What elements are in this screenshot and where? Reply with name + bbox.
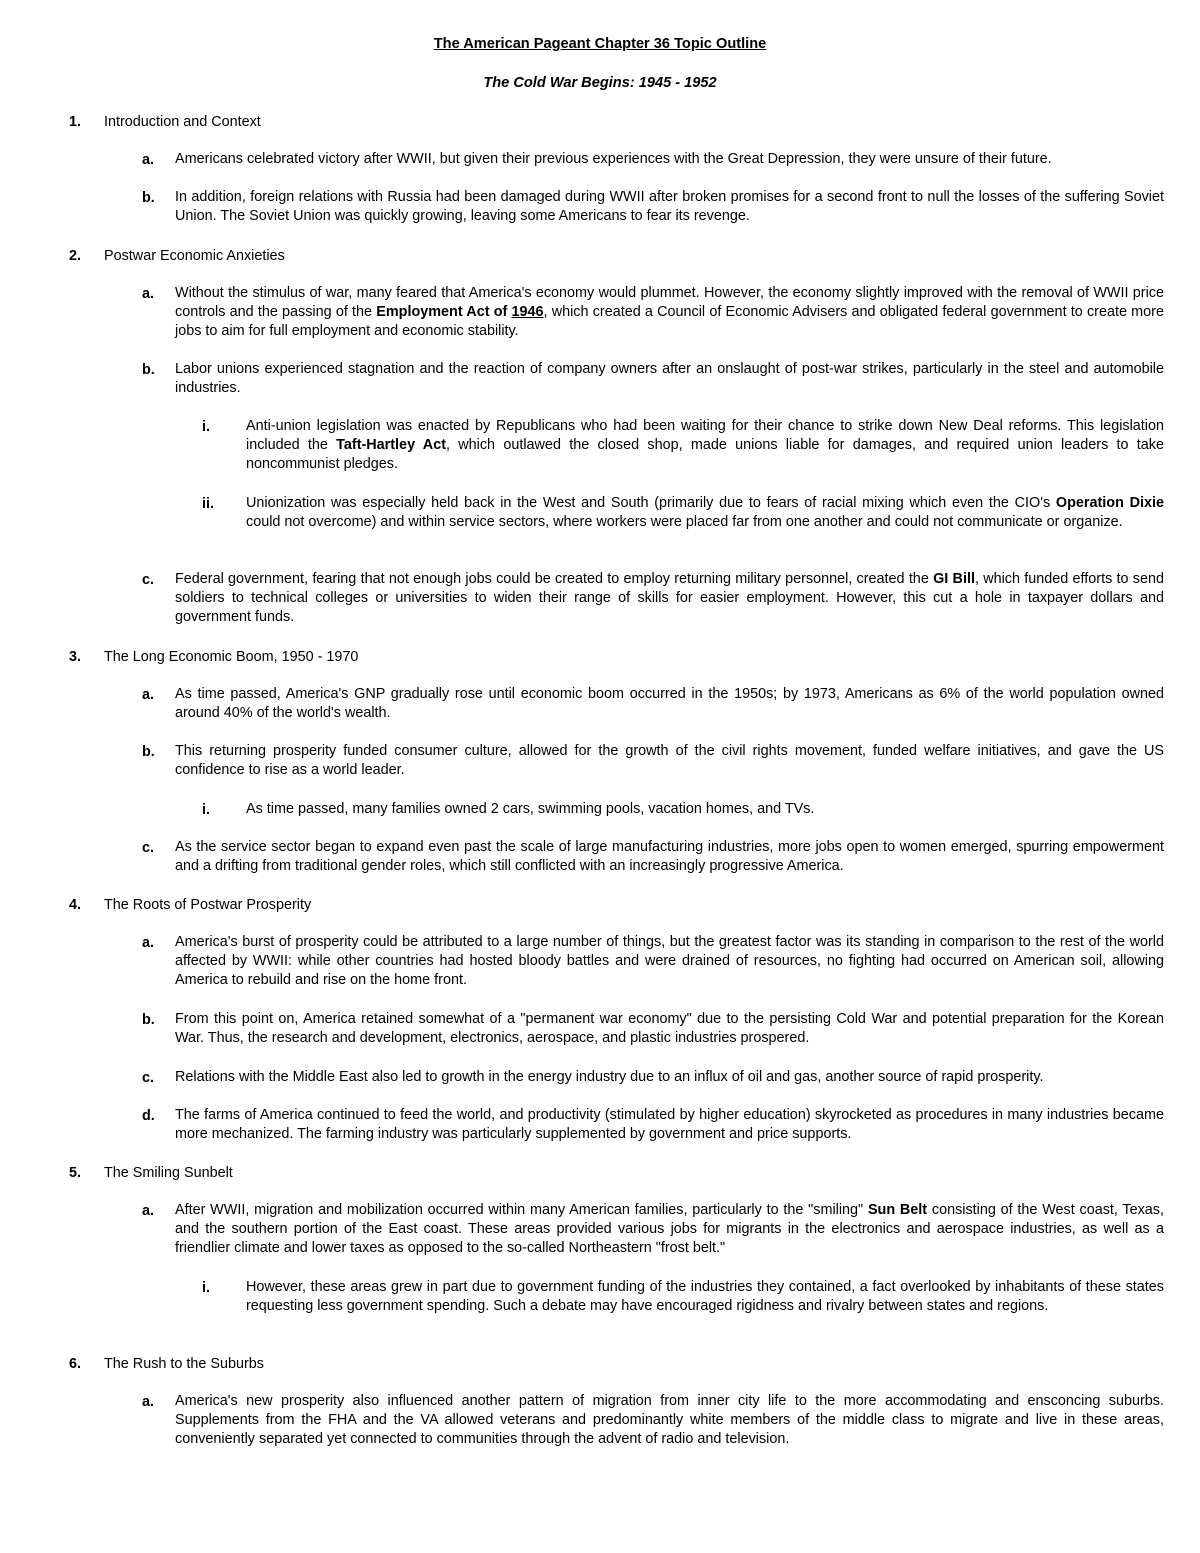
section-3-item-a-text: As time passed, America's GNP gradually rose until economic boom occurred in the 1950s; by 1973, Americans as 6% of the world population owned around 40% of the world's wealth. bbox=[175, 686, 1164, 721]
section-2-item-c-label: c. bbox=[142, 572, 155, 588]
section-4-title: The Roots of Postwar Prosperity bbox=[104, 897, 312, 913]
section-2-item-a-text: Without the stimulus of war, many feared that America's economy would plummet. However, the economy slightly improved with the removal of WWII price controls and the passing of the Employment Act of 1946, which created a Council of Economic Advisers and obligated federal government to create more jobs to aim for full employment and economic stability. bbox=[175, 285, 1164, 339]
section-2-item-b-sub-ii-label: ii. bbox=[202, 496, 214, 512]
section-3-title: The Long Economic Boom, 1950 - 1970 bbox=[104, 649, 359, 665]
section-3-item-b-sub-i-text: As time passed, many families owned 2 cars, swimming pools, vacation homes, and TVs. bbox=[246, 801, 815, 817]
taft-hartley-term: Taft-Hartley Act bbox=[336, 437, 446, 453]
section-3-item-c-text: As the service sector began to expand even past the scale of large manufacturing industries, more jobs open to women emerged, spurring empowerment and a drifting from traditional gender roles, which still conflicted with an increasingly progressive America. bbox=[175, 839, 1164, 874]
section-4-item-b-label: b. bbox=[142, 1012, 155, 1028]
section-6-item-a-text: America's new prosperity also influenced another pattern of migration from inner city life to the more accommodating and ensconcing suburbs. Supplements from the FHA and the VA allowed veterans and predominantly white members of the middle class to migrate and live in these areas, conveniently separated yet connected to communities through the advent of radio and television. bbox=[175, 1393, 1164, 1447]
section-5-number: 5. bbox=[69, 1165, 82, 1181]
section-3-item-c-label: c. bbox=[142, 840, 155, 856]
section-1-number: 1. bbox=[69, 114, 82, 130]
section-5-item-a-label: a. bbox=[142, 1203, 155, 1219]
section-4-item-c-label: c. bbox=[142, 1070, 155, 1086]
section-3-item-b-text: This returning prosperity funded consumer culture, allowed for the growth of the civil rights movement, funded welfare initiatives, and gave the US confidence to rise as a world leader. bbox=[175, 743, 1164, 778]
section-6-number: 6. bbox=[69, 1356, 82, 1372]
section-5-item-a-text: After WWII, migration and mobilization occurred within many American families, particularly to the "smiling" Sun Belt consisting of the West coast, Texas, and the southern portion of the East coast. These areas provided various jobs for migrants in the electronics and aerospace industries, as well as a friendlier climate and lower taxes as opposed to the so-called Northeastern "frost belt." bbox=[175, 1202, 1164, 1256]
section-3-number: 3. bbox=[69, 649, 82, 665]
section-1-item-a-text: Americans celebrated victory after WWII, but given their previous experiences with the Great Depression, they were unsure of their future. bbox=[175, 151, 1052, 167]
section-2-item-b-text: Labor unions experienced stagnation and the reaction of company owners after an onslaught of post-war strikes, particularly in the steel and automobile industries. bbox=[175, 361, 1164, 396]
section-1-title: Introduction and Context bbox=[104, 114, 261, 130]
section-6-item-a-label: a. bbox=[142, 1394, 155, 1410]
section-5-item-a-sub-i-text: However, these areas grew in part due to government funding of the industries they contained, a fact overlooked by inhabitants of these states requesting less government spending. Such a debate may have encouraged rigidness and rivalry between states and regions. bbox=[246, 1279, 1164, 1314]
section-3-item-b-label: b. bbox=[142, 744, 155, 760]
section-5-item-a-sub-i-label: i. bbox=[202, 1280, 210, 1296]
sun-belt-term: Sun Belt bbox=[867, 1202, 928, 1218]
section-3-item-b-sub-i-label: i. bbox=[202, 802, 210, 818]
section-2-number: 2. bbox=[69, 248, 82, 264]
employment-act-term: Employment Act of bbox=[376, 304, 512, 320]
section-1-item-b-label: b. bbox=[142, 190, 155, 206]
section-2-item-a-label: a. bbox=[142, 286, 155, 302]
section-4-item-d-label: d. bbox=[142, 1108, 155, 1124]
section-4-item-c-text: Relations with the Middle East also led to growth in the energy industry due to an influx of oil and gas, another source of rapid prosperity. bbox=[175, 1069, 1044, 1085]
operation-dixie-term: Operation Dixie bbox=[1055, 495, 1164, 511]
section-4-item-d-text: The farms of America continued to feed the world, and productivity (stimulated by higher education) skyrocketed as procedures in many industries became more mechanized. The farming industry was particularly supplemented by government and price supports. bbox=[175, 1107, 1164, 1142]
section-1-item-a-label: a. bbox=[142, 152, 155, 168]
section-4-item-a-label: a. bbox=[142, 935, 155, 951]
section-2-item-b-label: b. bbox=[142, 362, 155, 378]
employment-act-year: 1946 bbox=[511, 304, 544, 320]
section-4-item-a-text: America's burst of prosperity could be attributed to a large number of things, but the greatest factor was its standing in comparison to the rest of the world affected by WWII: while other countries had hosted bloody battles and were drained of resources, no fighting had occurred on American soil, allowing America to rebuild and rise on the home front. bbox=[175, 934, 1164, 988]
section-3-item-a-label: a. bbox=[142, 687, 155, 703]
section-2-title: Postwar Economic Anxieties bbox=[104, 248, 285, 264]
section-2-item-b-sub-i-text: Anti-union legislation was enacted by Republicans who had been waiting for their chance to strike down New Deal reforms. This legislation included the Taft-Hartley Act, which outlawed the closed shop, made unions liable for damages, and required union leaders to take noncommunist pledges. bbox=[246, 418, 1165, 472]
document-title: The American Pageant Chapter 36 Topic Outline bbox=[433, 36, 767, 52]
section-4-item-b-text: From this point on, America retained somewhat of a "permanent war economy" due to the persisting Cold War and potential preparation for the Korean War. Thus, the research and development, electronics, aerospace, and plastic industries prospered. bbox=[175, 1011, 1164, 1046]
section-5-title: The Smiling Sunbelt bbox=[104, 1165, 233, 1181]
section-2-item-c-text: Federal government, fearing that not enough jobs could be created to employ returning military personnel, created the GI Bill, which funded efforts to send soldiers to technical colleges or universities to widen their range of skills for easier employment. However, this cut a hole in taxpayer dollars and government funds. bbox=[175, 571, 1165, 625]
section-1-item-b-text: In addition, foreign relations with Russia had been damaged during WWII after broken promises for a second front to null the losses of the suffering Soviet Union. The Soviet Union was quickly growing, leaving some Americans to fear its revenge. bbox=[175, 189, 1164, 224]
section-2-item-b-sub-i-label: i. bbox=[202, 419, 210, 435]
gi-bill-term: GI Bill bbox=[933, 571, 975, 587]
section-2-item-b-sub-ii-text: Unionization was especially held back in the West and South (primarily due to fears of racial mixing which even the CIO's Operation Dixie could not overcome) and within service sectors, where workers were placed far from one another and could not communicate or organize. bbox=[246, 495, 1164, 530]
document-subtitle: The Cold War Begins: 1945 - 1952 bbox=[483, 75, 717, 91]
section-4-number: 4. bbox=[69, 897, 82, 913]
section-6-title: The Rush to the Suburbs bbox=[104, 1356, 264, 1372]
